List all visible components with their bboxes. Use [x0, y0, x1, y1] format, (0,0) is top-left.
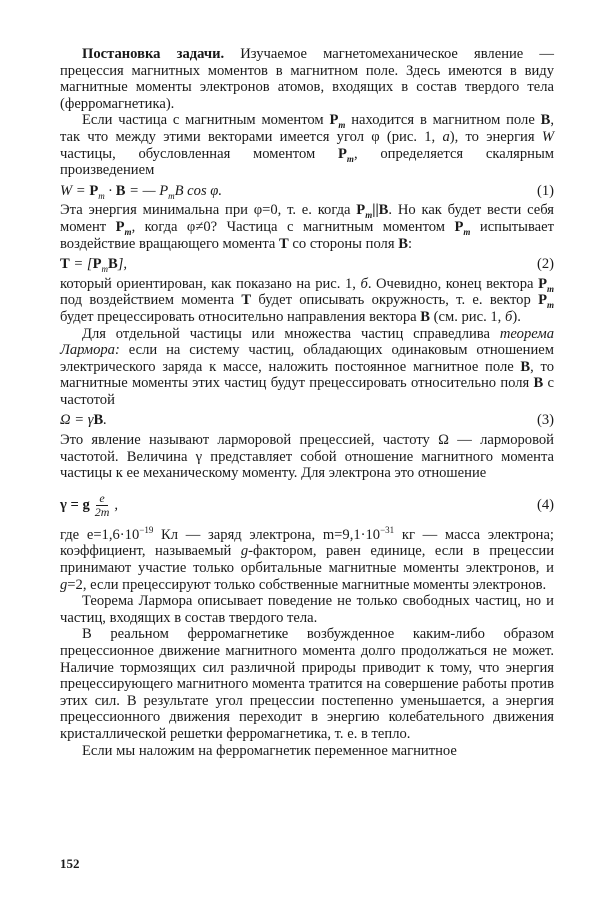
- vector-pm: $P_m$: [115, 218, 132, 237]
- equation-2: [60, 256, 554, 273]
- equation-4: [60, 492, 554, 519]
- vector-b: B: [420, 308, 430, 325]
- section-run-in-heading: Постановка задачи.: [82, 46, 225, 62]
- vector-t: T: [241, 292, 252, 309]
- vector-pm: $P_m$: [454, 218, 471, 237]
- vector-b: B: [398, 235, 408, 252]
- equation-1-body: $W = P_m \cdot B$ = — $P_mB$ cos φ.: [60, 182, 222, 201]
- vector-condition: $P_m||B$: [356, 202, 389, 221]
- vector-t: T: [279, 235, 289, 252]
- vector-b: B: [540, 112, 551, 129]
- vector-b: B: [520, 358, 531, 375]
- equation-4-body: γ = g $\frac{e}{2m}$ ,: [60, 490, 119, 519]
- equation-3: [60, 412, 554, 429]
- page-number: 152: [60, 856, 80, 871]
- paragraph-damping: В реальном ферромагнетике возбужденное каким-либо образом прецессионное движение магнитного момента долго продолжаться не может. Наличие тормозящих сил различной природы приводит к тому, что энергия прецессирующего магнитного момента тратится на совершение работы против этих сил. В результате угол прецессии постепенно уменьшается, а энергия прецессионного движения переходит в энергию колебательного движения кристаллической решетки ферромагнетика, т. е. в тепло.: [60, 626, 554, 742]
- paragraph-orientation: который ориентирован, как показано на рис. 1, б. Очевидно, конец вектора $P_m$ под воздействием момента T будет описывать окружность, т. е. вектор $P_m$ будет прецессировать относительно направления вектора B (см. рис. 1, б).: [60, 275, 555, 325]
- vector-pm: $P_m$: [329, 112, 346, 131]
- vector-pm: $P_m$: [538, 292, 555, 311]
- paragraph-constants: где $e=1,6\cdot 10^{-19}$ Кл — заряд электрона, $m=9,1\cdot 10^{-31}$ кг — масса электрона; коэффициент, называемый g-фактором, равен единице, если в прецессии принимают участие только орбитальные магнитные моменты электронов, и g=2, если прецессируют только собственные магнитные моменты электронов.: [60, 524, 555, 593]
- equation-2-body: $T = [P_mB]$,: [60, 256, 128, 275]
- equation-3-body: Ω = γB.: [60, 412, 107, 429]
- symbol-w: W: [541, 128, 554, 145]
- paragraph-alternating-field: Если мы наложим на ферромагнетик переменное магнитное: [82, 742, 457, 759]
- equation-4-number: (4): [536, 497, 554, 514]
- paragraph-larmor-precession: Это явление называют ларморовой прецессией, частоту Ω — ларморовой частотой. Величина γ представляет собой отношение магнитного момента частицы к ее механическому моменту. Для электрона это отношение: [60, 432, 554, 482]
- vector-pm: $P_m$: [338, 145, 354, 164]
- equation-2-number: (2): [536, 256, 554, 273]
- equation-1-number: (1): [536, 182, 554, 199]
- paragraph-problem-statement: [60, 46, 554, 112]
- equation-3-number: (3): [536, 412, 554, 429]
- paragraph-larmor-theorem: Для отдельной частицы или множества частиц справедлива теорема Лармора: если на систему частиц, обладающих одинаковым отношением электрического заряда к массе, наложить постоянное магнитное поле B, то магнитные моменты этих частиц будут прецессировать относительно поля B с частотой: [60, 325, 555, 408]
- fraction-e-over-2m: $\frac{e}{2m}$: [94, 490, 110, 519]
- paragraph-larmor-solid: Теорема Лармора описывает поведение не только свободных частиц, но и частиц, входящих в состав твердого тела.: [60, 593, 554, 626]
- paragraph-text: Изучаемое магнетомеханическое явление — прецессия магнитных моментов в магнитном поле. Здесь имеются в виду магнитные моменты электронов атомов, входящих в состав твердого тела (ферромагнетика).: [60, 46, 554, 112]
- paragraph-torque: Эта энергия минимальна при φ=0, т. е. когда $P_m||B$. Но как будет вести себя момент $P_m$, когда φ≠0? Частица с магнитным моментом $P_m$ испытывает воздействие вращающего момента T со стороны поля B:: [60, 202, 554, 252]
- paragraph-energy: Если частица с магнитным моментом $P_m$ находится в магнитном поле B, так что между этими векторами имеется угол φ (рис. 1, а), то энергия W частицы, обусловленная моментом $P_m$, определяется скалярным произведением: [60, 112, 555, 179]
- vector-b: B: [533, 375, 544, 392]
- page-body: [60, 46, 554, 759]
- vector-pm: $P_m$: [538, 275, 554, 294]
- theorem-name: теорема Лармора:: [60, 325, 554, 359]
- equation-1: [60, 183, 554, 200]
